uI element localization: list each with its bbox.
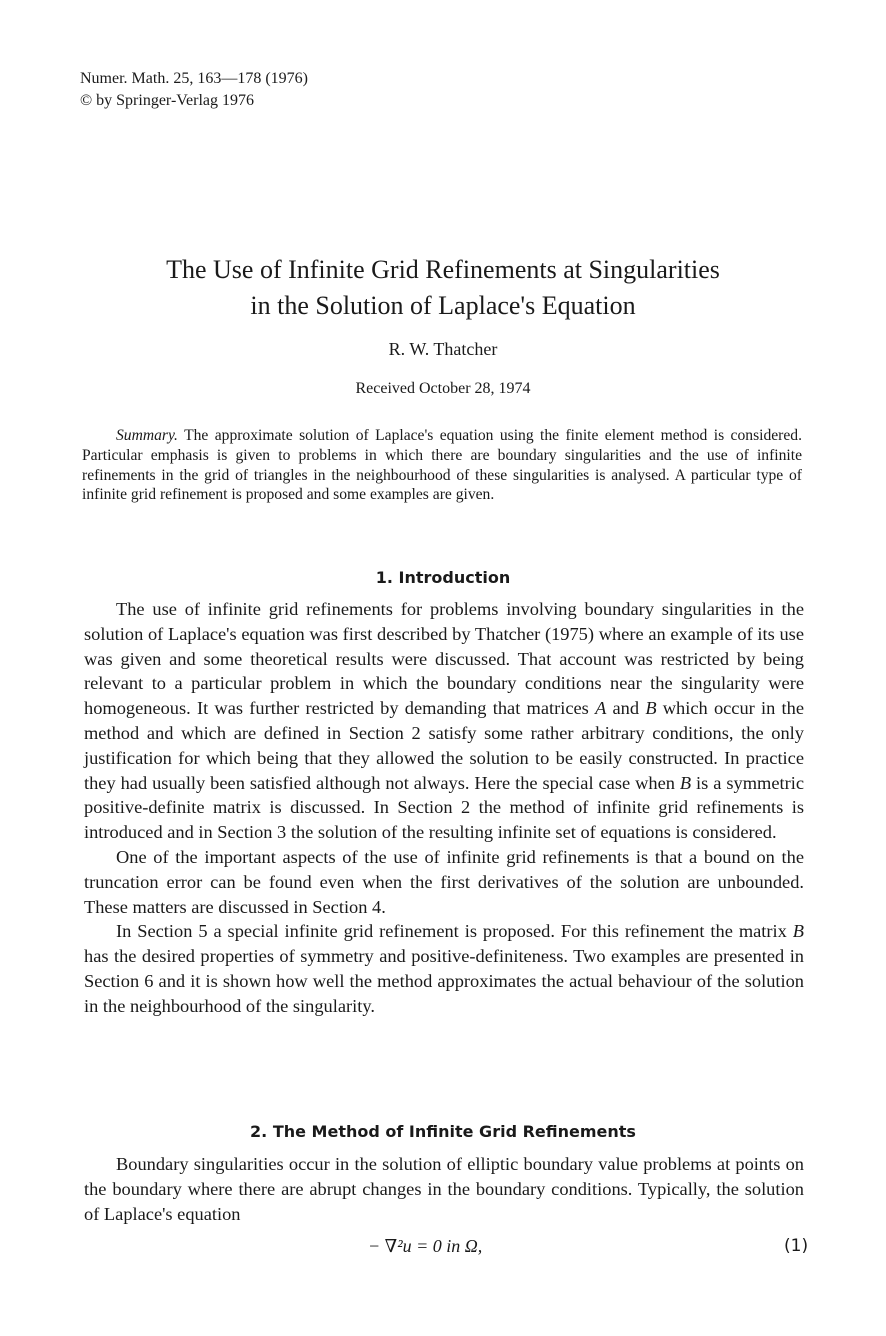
summary-abstract: [82, 426, 802, 505]
text-run: has the desired properties of symmetry and positive-definiteness. Two examples are presented in Section 6 and it is shown how well the method approximates the actual behaviour of the solution in the neighbourhood of the singularity.: [84, 946, 804, 1016]
summary-text: The approximate solution of Laplace's equation using the finite element method is considered. Particular emphasis is given to problems in which there are boundary singularities and the use of infinite refinements in the grid of triangles in the neighbourhood of these singularities is analysed. A particular type of infinite grid refinement is proposed and some examples are given.: [82, 427, 802, 504]
paragraph: One of the important aspects of the use of infinite grid refinements is that a bound on the truncation error can be found even when the first derivatives of the solution are unbounded. These matters are discussed in Section 4.: [84, 846, 804, 917]
copyright-notice: © by Springer-Verlag 1976: [80, 92, 255, 109]
section-heading-method: 2. The Method of Infinite Grid Refinements: [250, 1122, 636, 1141]
section-heading-introduction: 1. Introduction: [375, 568, 511, 587]
paragraph: [84, 919, 804, 1018]
title-line-2: in the Solution of Laplace's Equation: [250, 291, 636, 320]
text-run: is a symmetric positive-definite matrix is discussed. In Section 2 the method of infinite grid refinements is introduced and in Section 3 the solution of the resulting infinite set of equations is considered.: [84, 772, 804, 843]
received-date: Received October 28, 1974: [355, 380, 531, 397]
math-var-b: B: [645, 698, 657, 719]
author-name: R. W. Thatcher: [388, 339, 498, 359]
summary-label: Summary.: [116, 427, 178, 444]
text-run: and: [606, 698, 646, 719]
journal-citation: Numer. Math. 25, 163—178 (1976): [80, 70, 308, 87]
equation-number: (1): [784, 1236, 809, 1256]
introduction-body: [84, 597, 804, 1019]
journal-header: [80, 68, 308, 112]
math-var-a: A: [595, 698, 607, 719]
paragraph: Boundary singularities occur in the solution of elliptic boundary value problems at points on the boundary where there are abrupt changes in the boundary conditions. Typically, the solution of Laplace's equation: [84, 1154, 804, 1224]
method-body: [84, 1152, 804, 1226]
equation-expression: − ∇²u = 0 in Ω,: [368, 1236, 483, 1256]
math-var-b: B: [679, 772, 692, 793]
paper-title: [0, 252, 886, 324]
text-run: In Section 5 a special infinite grid refinement is proposed. For this refinement the matrix: [116, 921, 793, 942]
text-run: which occur in the method and which are defined in Section 2 satisfy some rather arbitrary conditions, the only justification for which being that they allowed the solution to be easily constructed. In practice they had usually been satisfied although not always. Here the special case when: [84, 698, 805, 793]
paragraph: [84, 597, 804, 845]
text-run: The use of infinite grid refinements for problems involving boundary singularities in the solution of Laplace's equation was first described by Thatcher (1975) where an example of its use was given and some theoretical results were discussed. That account was restricted by being relevant to a particular problem in which the boundary conditions near the singularity were homogeneous. It was further restricted by demanding that matrices: [84, 599, 804, 719]
math-var-b: B: [792, 921, 804, 942]
title-line-1: The Use of Infinite Grid Refinements at Singularities: [166, 255, 720, 284]
